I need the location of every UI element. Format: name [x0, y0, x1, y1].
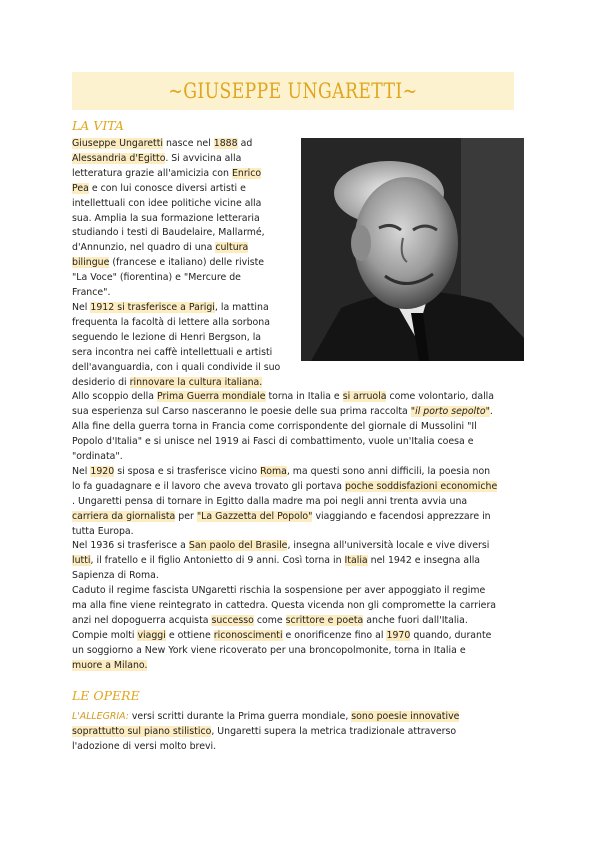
- text-segment: come: [253, 615, 286, 626]
- text-segment: e con lui conosce diversi artisti e: [88, 182, 246, 194]
- text-segment: sua esperienza sul Carso nasceranno le poesie delle sua prima raccolta: [72, 406, 411, 418]
- text-line: [72, 390, 497, 405]
- section-heading-opere: LE OPERE: [72, 688, 140, 703]
- text-line: [72, 152, 497, 167]
- highlighted-text: Pea: [72, 182, 89, 194]
- text-line: [72, 450, 497, 465]
- highlighted-text: successo: [211, 615, 254, 626]
- text-line: [72, 301, 497, 316]
- text-segment: dell'avanguardia, con i quali condivide il suo: [72, 361, 281, 373]
- text-segment: un soggiorno a New York viene ricoverato per una broncopolmonite, torna in Italia e: [72, 644, 466, 656]
- text-line: [72, 331, 497, 346]
- highlighted-text: Prima Guerra mondiale: [157, 391, 266, 403]
- text-segment: viaggiando e facendosi apprezzare in: [312, 510, 491, 522]
- text-segment: . Si avvicina alla: [165, 152, 242, 164]
- highlighted-text: viaggi: [137, 629, 166, 641]
- text-segment: letteratura grazie all'amicizia con: [72, 167, 232, 179]
- text-line: [72, 584, 497, 599]
- text-segment: Sapienza di Roma.: [72, 570, 159, 582]
- text-segment: ma alla fine viene reintegrato in cattedra. Questa vicenda non gli compromette la carriera: [72, 600, 497, 612]
- text-segment: l'adozione di versi molto brevi.: [72, 740, 217, 752]
- opere-paragraph: [72, 710, 459, 755]
- text-segment: quando, durante: [410, 629, 492, 641]
- text-line: [72, 435, 497, 450]
- text-segment: ad: [237, 138, 253, 149]
- text-line: [72, 659, 497, 674]
- text-line: [72, 241, 497, 256]
- text-line: [72, 420, 497, 435]
- highlighted-text: 1888: [213, 138, 238, 149]
- text-line: [72, 629, 497, 644]
- text-segment: d'Annunzio, nel quadro di una: [72, 242, 216, 254]
- text-line: [72, 182, 497, 197]
- text-segment: sera incontra nei caffè intellettuali e artisti: [72, 346, 273, 358]
- text-segment: tutta Europa.: [72, 525, 134, 537]
- text-line: [72, 740, 459, 755]
- text-segment: desiderio di: [72, 376, 130, 388]
- text-segment: Nel: [72, 465, 91, 477]
- highlighted-text: Italia: [344, 555, 368, 567]
- text-segment: seguendo le lezione di Henri Bergson, la: [72, 331, 262, 343]
- text-line: [72, 316, 497, 331]
- text-segment: anzi nel dopoguerra acquista: [72, 615, 212, 626]
- text-segment: studiando i testi di Baudelaire, Mallarmé,: [72, 227, 265, 239]
- swirl-left-icon: ~: [168, 79, 184, 103]
- highlighted-text: scrittore e poeta: [285, 615, 364, 626]
- highlighted-text: 1912 si trasferisce a Parigi: [90, 301, 215, 313]
- text-line: [72, 539, 497, 554]
- text-segment: , ma questi sono anni difficili, la poesia non: [286, 465, 491, 477]
- text-line: [72, 286, 497, 301]
- text-segment: Nel: [72, 301, 91, 313]
- text-line: [72, 465, 497, 480]
- text-line: [72, 480, 497, 495]
- text-segment: intellettuali con idee politiche vicine alla: [72, 197, 262, 209]
- highlighted-text: San paolo del Brasile: [188, 540, 288, 552]
- text-segment: frequenta la facoltà di lettere alla sorbona: [72, 316, 270, 328]
- text-segment: lo fa guadagnare e il lavoro che aveva trovato gli portava: [72, 480, 345, 492]
- text-segment: , Ungaretti supera la metrica tradizionale attraverso: [211, 725, 457, 737]
- text-line: [72, 725, 459, 740]
- page-title: [168, 79, 417, 103]
- text-line: [72, 554, 497, 569]
- swirl-right-icon: ~: [402, 79, 418, 103]
- text-line: [72, 510, 497, 525]
- text-segment: come volontario, dalla: [386, 391, 495, 403]
- title-banner: [72, 72, 514, 110]
- highlighted-text: 1920: [90, 465, 115, 477]
- text-line: [72, 376, 497, 391]
- text-segment: , la mattina: [214, 301, 269, 313]
- vita-paragraph: [72, 137, 497, 674]
- text-segment: Popolo d'Italia" e si unisce nel 1919 ai Fasci di combattimento, vuole un'Italia coesa e: [72, 436, 474, 448]
- text-line: [72, 495, 497, 510]
- text-segment: Allo scoppio della: [72, 391, 157, 403]
- text-segment: . Ungaretti pensa di tornare in Egitto dalla madre ma poi negli anni trenta avvia una: [72, 495, 468, 507]
- highlighted-text: Enrico: [231, 167, 262, 179]
- highlighted-text: soprattutto sul piano stilistico: [72, 725, 212, 737]
- text-segment: , insegna all'università locale e vive diversi: [287, 540, 490, 552]
- highlighted-text: lutti: [72, 555, 91, 567]
- highlighted-text: Alessandria d'Egitto: [72, 152, 166, 164]
- text-segment: , il fratello e il figlio Antonietto di 9 anni. Così torna in: [90, 555, 345, 567]
- text-line: [72, 137, 497, 152]
- text-segment: anche fuori dall'Italia.: [363, 615, 468, 626]
- highlighted-text: rinnovare la cultura italiana.: [129, 376, 263, 388]
- text-segment: (francese e italiano) delle riviste: [109, 257, 265, 269]
- highlighted-text: "il porto sepolto": [410, 406, 490, 418]
- highlighted-text: Roma: [260, 465, 287, 477]
- text-line: [72, 212, 497, 227]
- section-heading-vita: LA VITA: [72, 118, 124, 133]
- text-line: [72, 167, 497, 182]
- highlighted-text: carriera da giornalista: [72, 510, 176, 522]
- text-segment: e onorificenze fino al: [282, 629, 387, 641]
- highlighted-text: Giuseppe Ungaretti: [72, 138, 163, 149]
- text-line: [72, 405, 497, 420]
- text-segment: "La Voce" (fiorentina) e "Mercure de: [72, 272, 241, 284]
- highlighted-text: si arruola: [342, 391, 387, 403]
- highlighted-text: "La Gazzetta del Popolo": [196, 510, 313, 522]
- text-line: [72, 644, 497, 659]
- text-line: [72, 346, 497, 361]
- text-line: [72, 271, 497, 286]
- text-line: [72, 710, 459, 725]
- text-segment: .: [489, 406, 493, 418]
- text-segment: Compie molti: [72, 629, 138, 641]
- text-line: [72, 525, 497, 540]
- highlighted-text: bilingue: [72, 257, 110, 269]
- work-title: L'ALLEGRIA:: [72, 711, 129, 722]
- text-line: [72, 226, 497, 241]
- text-segment: nasce nel: [163, 138, 214, 149]
- text-line: [72, 599, 497, 614]
- text-line: [72, 569, 497, 584]
- text-segment: "ordinata".: [72, 451, 123, 463]
- highlighted-text: cultura: [215, 242, 249, 254]
- title-text: GIUSEPPE UNGARETTI: [183, 79, 403, 103]
- text-line: [72, 361, 497, 376]
- text-segment: Alla fine della guerra torna in Francia come corrispondente del giornale di Mussolini "Il: [72, 421, 477, 433]
- highlighted-text: riconoscimenti: [213, 629, 283, 641]
- text-segment: sua. Amplia la sua formazione letteraria: [72, 212, 260, 224]
- highlighted-text: sono poesie innovative: [351, 711, 460, 722]
- text-segment: Nel 1936 si trasferisce a: [72, 540, 189, 552]
- text-segment: France".: [72, 287, 111, 299]
- text-segment: versi scritti durante la Prima guerra mondiale,: [128, 711, 352, 722]
- highlighted-text: 1970: [386, 629, 411, 641]
- text-segment: Caduto il regime fascista UNgaretti rischia la sospensione per aver appoggiato il regime: [72, 585, 486, 597]
- text-line: [72, 197, 497, 212]
- text-line: [72, 256, 497, 271]
- highlighted-text: poche soddisfazioni economiche: [344, 480, 498, 492]
- text-segment: nel 1942 e insegna alla: [367, 555, 481, 567]
- text-segment: torna in Italia e: [265, 391, 343, 403]
- text-line: [72, 614, 497, 629]
- highlighted-text: muore a Milano.: [72, 659, 148, 671]
- text-segment: per: [175, 510, 197, 522]
- text-segment: e ottiene: [165, 629, 214, 641]
- text-segment: si sposa e si trasferisce vicino: [114, 465, 261, 477]
